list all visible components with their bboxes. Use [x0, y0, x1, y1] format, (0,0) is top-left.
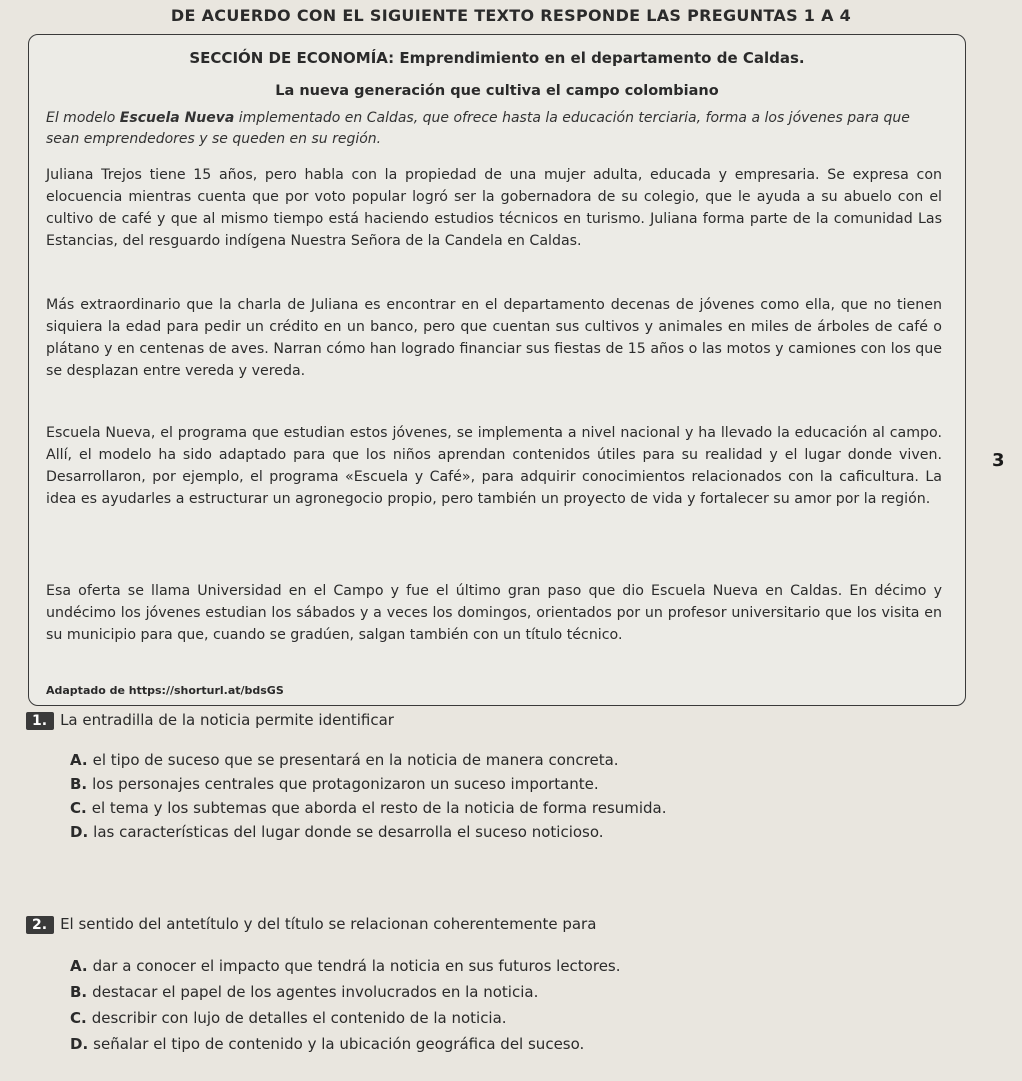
question-1: [26, 711, 986, 841]
option-letter: B.: [70, 775, 88, 793]
article-paragraph-1: Juliana Trejos tiene 15 años, pero habla con la propiedad de una mujer adulta, educada y empresaria. Se expresa con elocuencia mientras cuenta que por voto popular logró ser la gobernadora de su colegio, que le ayuda a su abuelo con el cultivo de café y que al mismo tiempo está haciendo estudios técnicos en turismo. Juliana forma parte de la comunidad Las Estancias, del resguardo indígena Nuestra Señora de la Candela en Caldas.: [46, 167, 942, 249]
option-text: las características del lugar donde se desarrolla el suceso noticioso.: [93, 823, 604, 841]
option-text: el tipo de suceso que se presentará en la noticia de manera concreta.: [92, 751, 619, 769]
option-letter: C.: [70, 1009, 87, 1027]
option-text: dar a conocer el impacto que tendrá la noticia en sus futuros lectores.: [92, 957, 621, 975]
option-text: señalar el tipo de contenido y la ubicación geográfica del suceso.: [93, 1035, 585, 1053]
answer-option-b[interactable]: [70, 775, 599, 793]
answer-option-c[interactable]: [70, 1009, 507, 1027]
answer-option-c[interactable]: [70, 799, 667, 817]
option-letter: A.: [70, 751, 88, 769]
answer-option-a[interactable]: [70, 751, 619, 769]
answer-option-a[interactable]: [70, 957, 621, 975]
article-paragraph-3: Escuela Nueva, el programa que estudian estos jóvenes, se implementa a nivel nacional y ha llevado la educación al campo. Allí, el modelo ha sido adaptado para que los niños aprendan contenidos útiles para su realidad y el lugar donde viven. Desarrollaron, por ejemplo, el programa «Escuela y Café», para adquirir conocimientos relacionados con la caficultura. La idea es ayudarles a estructurar un agronegocio propio, pero también un proyecto de vida y fortalecer su amor por la región.: [46, 425, 942, 507]
answer-option-d[interactable]: [70, 1035, 584, 1053]
lead-text-end: implementado en Caldas, que ofrece hasta la educación terciaria, forma a los jóvenes para que sean emprendedores y se queden en su región.: [46, 110, 910, 147]
question-text: La entradilla de la noticia permite identificar: [60, 711, 394, 729]
option-text: destacar el papel de los agentes involucrados en la noticia.: [92, 983, 539, 1001]
article-source: Adaptado de https://shorturl.at/bdsGS: [46, 684, 284, 697]
question-stem: [26, 915, 986, 934]
article-lead: [46, 108, 946, 150]
page-number: 3: [992, 450, 1005, 471]
option-letter: D.: [70, 1035, 89, 1053]
answer-option-d[interactable]: [70, 823, 604, 841]
lead-text-start: El modelo: [46, 110, 120, 126]
lead-program-name: Escuela Nueva: [119, 110, 235, 126]
question-number: 2.: [26, 916, 54, 934]
option-letter: D.: [70, 823, 89, 841]
option-text: el tema y los subtemas que aborda el resto de la noticia de forma resumida.: [91, 799, 667, 817]
option-text: describir con lujo de detalles el contenido de la noticia.: [91, 1009, 507, 1027]
section-label: SECCIÓN DE ECONOMÍA: Emprendimiento en el departamento de Caldas.: [189, 49, 805, 67]
option-letter: A.: [70, 957, 88, 975]
question-text: El sentido del antetítulo y del título se relacionan coherentemente para: [60, 915, 597, 933]
option-letter: B.: [70, 983, 88, 1001]
instructions-heading: DE ACUERDO CON EL SIGUIENTE TEXTO RESPONDE LAS PREGUNTAS 1 A 4: [170, 6, 852, 25]
article-paragraph-2: Más extraordinario que la charla de Juliana es encontrar en el departamento decenas de jóvenes como ella, que no tienen siquiera la edad para pedir un crédito en un banco, pero que cuentan sus cultivos y animales en miles de árboles de café o plátano y en centenas de aves. Narran cómo han logrado financiar sus fiestas de 15 años o las motos y camiones con los que se desplazan entre vereda y vereda.: [46, 297, 942, 379]
question-stem: [26, 711, 986, 730]
article-headline: La nueva generación que cultiva el campo colombiano: [275, 83, 719, 99]
option-text: los personajes centrales que protagonizaron un suceso importante.: [92, 775, 599, 793]
question-2: [26, 915, 986, 1053]
option-letter: C.: [70, 799, 87, 817]
question-number: 1.: [26, 712, 54, 730]
answer-option-b[interactable]: [70, 983, 538, 1001]
article-paragraph-4: Esa oferta se llama Universidad en el Campo y fue el último gran paso que dio Escuela Nueva en Caldas. En décimo y undécimo los jóvenes estudian los sábados y a veces los domingos, orientados por un profesor universitario que los visita en su municipio para que, cuando se gradúen, salgan también con un título técnico.: [46, 583, 942, 643]
